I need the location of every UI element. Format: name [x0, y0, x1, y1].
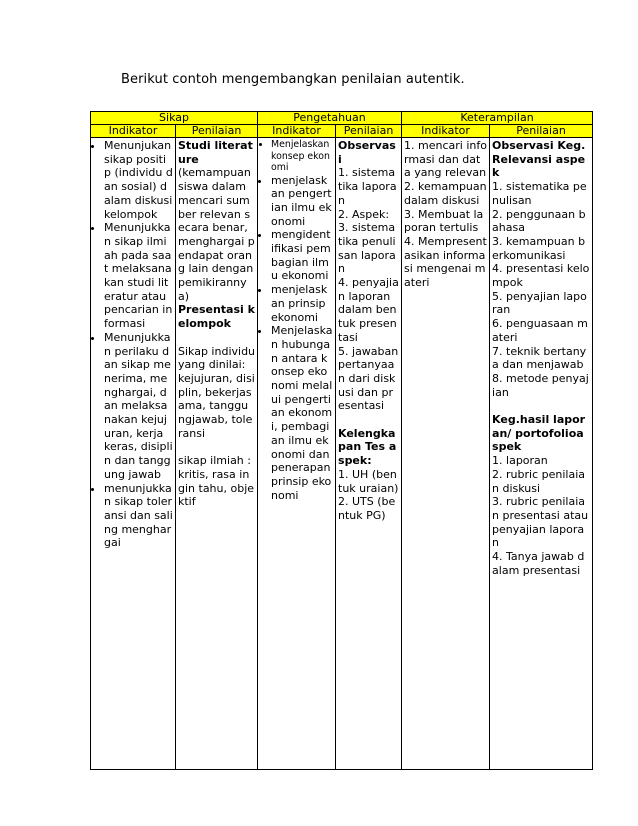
header-keterampilan-penilaian: Penilaian	[490, 125, 593, 138]
keg-hasil-items: 1. laporan 2. rubric penilaian diskusi 3. rubric penilaian presentasi atau penyajian laporan 4. Tanya jawab dalam presentasi	[492, 454, 589, 577]
assessment-table	[90, 111, 593, 770]
sikap-ilmiah-text: sikap ilmiah : kritis, rasa ingin tahu, objektif	[178, 454, 255, 509]
sikap-individu-text: Sikap individu yang dinilai: kejujuran, disiplin, bekerjasama, tanggungjawab, toleransi	[178, 344, 256, 440]
list-item: • mengidentifikasi pembagian ilmu ekonomi	[271, 228, 333, 283]
presentasi-kelompok-title: Presentasi kelompok	[178, 303, 255, 331]
kelengkapan-title: Kelengkapan Tes aspek:	[338, 426, 397, 468]
keterampilan-penilaian-cell	[490, 138, 593, 770]
keterampilan-observasi-title: Observasi Keg.Relevansi aspek	[492, 139, 586, 180]
list-item: • menjelaskan prinsip ekonomi	[271, 283, 333, 324]
observasi-items: 1. sistematika laporan 2. Aspek: 3. sistematika penulisan laporan 4. penyajian laporan dalam bentuk presentasi 5. jawaban pertanyaan dari diskusi dan presentasi	[338, 166, 399, 413]
observasi-title: Observasi	[338, 139, 396, 166]
sikap-penilaian-cell	[176, 138, 258, 770]
header-keterampilan-indikator: Indikator	[402, 125, 490, 138]
sikap-indikator-cell	[91, 138, 176, 770]
studi-literature-title: Studi literature	[178, 139, 253, 166]
header-pengetahuan: Pengetahuan	[258, 112, 402, 125]
kelengkapan-items: 1. UH (bentuk uraian) 2. UTS (bentuk PG)	[338, 467, 399, 522]
header-pengetahuan-indikator: Indikator	[258, 125, 336, 138]
list-item: • Menunjukan sikap positip (individu dan sosial) dalam diskusi kelompok	[104, 139, 173, 221]
list-item: • Menunjukkan sikap ilmiah pada saat melaksanakan studi literatur atau pencarian informasi	[104, 221, 173, 331]
header-sikap-penilaian: Penilaian	[176, 125, 258, 138]
header-sikap: Sikap	[91, 112, 258, 125]
header-sikap-indikator: Indikator	[91, 125, 176, 138]
header-pengetahuan-penilaian: Penilaian	[336, 125, 402, 138]
studi-literature-desc: (kemampuan siswa dalam mencari sumber relevan secara benar, menghargai pendapat orang lain dengan pemikirannya)	[178, 166, 255, 303]
keg-hasil-title: Keg.hasil laporan/ portofolioaspek	[492, 413, 586, 454]
list-item: • menunjukkan sikap toleransi dan saling menghargai	[104, 482, 173, 551]
keterampilan-indikator-cell	[402, 138, 490, 770]
sikap-indikator-list	[93, 139, 173, 550]
content-row	[91, 138, 593, 770]
list-item: • menjelaskan pengertian ilmu ekonomi	[271, 174, 333, 229]
pengetahuan-penilaian-cell	[336, 138, 402, 770]
list-item: • Menunjukkan perilaku dan sikap menerima, menghargai, dan melaksanakan kejujuran, kerja keras, disiplin dan tanggung jawab	[104, 331, 173, 482]
group-header-row	[91, 112, 593, 125]
list-item: • Menjelaskan hubungan antara konsep ekonomi melalui pengertian ekonomi, pembagian ilmu ekonomi dan penerapan prinsip ekonomi	[271, 324, 333, 502]
keterampilan-observasi-items: 1. sistematika penulisan 2. penggunaan bahasa 3. kemampuan berkomunikasi 4. presentasi kelompok 5. penyajian laporan 6. penguasaan materi 7. teknik bertanya dan menjawab 8. metode penyajian	[492, 180, 590, 399]
pengetahuan-indikator-list	[260, 139, 333, 502]
list-item: • Menjelaskan konsep ekonomi	[271, 139, 333, 174]
intro-text: Berikut contoh mengembangkan penilaian autentik.	[121, 72, 465, 87]
pengetahuan-indikator-cell	[258, 138, 336, 770]
sub-header-row	[91, 125, 593, 138]
header-keterampilan: Keterampilan	[402, 112, 593, 125]
keterampilan-indikator-list: 1. mencari informasi dan data yang relevan 2. kemampuan dalam diskusi 3. Membuat laporan tertulis 4. Mempresentasikan informasi mengenai materi	[404, 139, 487, 290]
